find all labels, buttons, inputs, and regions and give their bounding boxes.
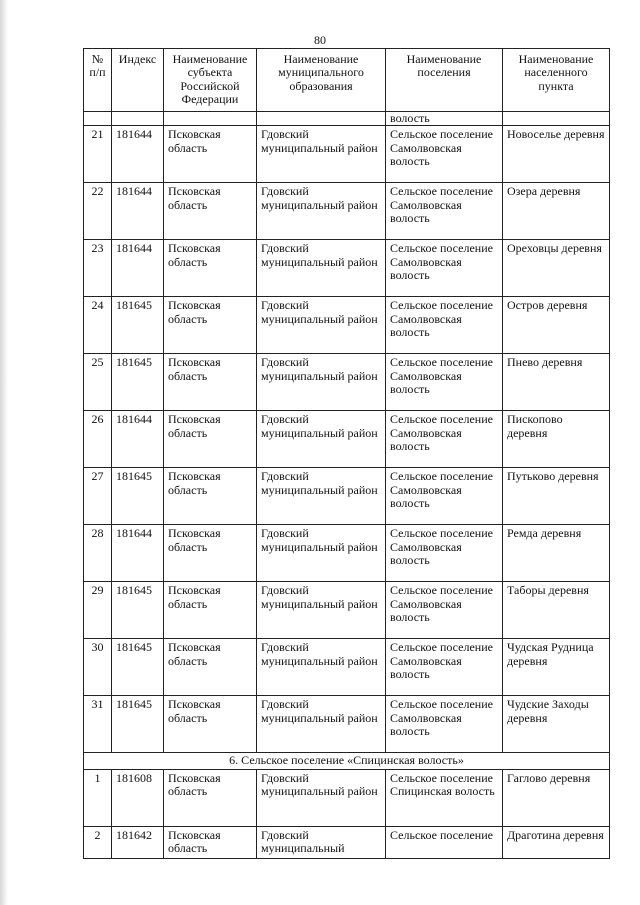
row-municipality: Гдовский муниципальный район	[257, 696, 386, 753]
row-number: 21	[84, 126, 112, 183]
row-index: 181644	[112, 126, 164, 183]
section-row	[84, 753, 610, 769]
row-subject: Псковская область	[164, 240, 257, 297]
settlements-table	[83, 48, 610, 859]
page-number: 80	[314, 33, 326, 47]
row-settlement: Сельское поселение Самолвовская волость	[386, 468, 503, 525]
table-row	[84, 639, 610, 696]
table-row	[84, 126, 610, 183]
row-number: 1	[84, 769, 112, 826]
row-index: 181642	[112, 826, 164, 858]
header-municipality: Наименование муниципального образования	[257, 49, 386, 112]
row-settlement: Сельское поселение Самолвовская волость	[386, 411, 503, 468]
row-number: 31	[84, 696, 112, 753]
row-subject: Псковская область	[164, 769, 257, 826]
table-row	[84, 240, 610, 297]
row-index: 181645	[112, 468, 164, 525]
row-municipality: Гдовский муниципальный район	[257, 639, 386, 696]
section-title: 6. Сельское поселение «Спицинская волость»	[84, 753, 610, 769]
row-locality: Пископово деревня	[503, 411, 610, 468]
row-municipality: Гдовский муниципальный район	[257, 297, 386, 354]
table-row	[84, 826, 610, 858]
row-settlement: Сельское поселение Самолвовская волость	[386, 354, 503, 411]
header-locality: Наименование населенного пункта	[503, 49, 610, 112]
row-municipality: Гдовский муниципальный район	[257, 468, 386, 525]
row-index: 181645	[112, 582, 164, 639]
row-number: 22	[84, 183, 112, 240]
row-municipality: Гдовский муниципальный район	[257, 769, 386, 826]
table-row	[84, 582, 610, 639]
row-municipality: Гдовский муниципальный район	[257, 183, 386, 240]
table-row	[84, 183, 610, 240]
table-row	[84, 525, 610, 582]
row-subject: Псковская область	[164, 297, 257, 354]
row-number: 27	[84, 468, 112, 525]
row-index: 181645	[112, 354, 164, 411]
header-row	[84, 49, 610, 112]
row-subject: Псковская область	[164, 468, 257, 525]
row-settlement: Сельское поселение Самолвовская волость	[386, 240, 503, 297]
table-row	[84, 696, 610, 753]
row-locality: Озера деревня	[503, 183, 610, 240]
row-index: 181644	[112, 183, 164, 240]
row-index: 181645	[112, 297, 164, 354]
row-locality: Путьково деревня	[503, 468, 610, 525]
row-settlement: Сельское поселение	[386, 826, 503, 858]
row-locality: Гаглово деревня	[503, 769, 610, 826]
row-municipality: Гдовский муниципальный	[257, 826, 386, 858]
row-number: 28	[84, 525, 112, 582]
header-settlement: Наименование поселения	[386, 49, 503, 112]
row-subject: Псковская область	[164, 126, 257, 183]
header-index: Индекс	[112, 49, 164, 112]
row-index: 181645	[112, 696, 164, 753]
header-number: № п/п	[84, 49, 112, 112]
continuation-settlement: волость	[386, 112, 503, 126]
row-subject: Псковская область	[164, 582, 257, 639]
row-municipality: Гдовский муниципальный район	[257, 126, 386, 183]
row-subject: Псковская область	[164, 696, 257, 753]
row-municipality: Гдовский муниципальный район	[257, 525, 386, 582]
row-settlement: Сельское поселение Самолвовская волость	[386, 639, 503, 696]
row-locality: Ореховцы деревня	[503, 240, 610, 297]
table-row	[84, 354, 610, 411]
row-settlement: Сельское поселение Самолвовская волость	[386, 126, 503, 183]
row-locality: Чудская Рудница деревня	[503, 639, 610, 696]
row-municipality: Гдовский муниципальный район	[257, 582, 386, 639]
row-subject: Псковская область	[164, 183, 257, 240]
row-municipality: Гдовский муниципальный район	[257, 354, 386, 411]
row-subject: Псковская область	[164, 826, 257, 858]
row-locality: Новоселье деревня	[503, 126, 610, 183]
row-settlement: Сельское поселение Самолвовская волость	[386, 525, 503, 582]
row-locality: Драготина деревня	[503, 826, 610, 858]
row-number: 29	[84, 582, 112, 639]
row-index: 181644	[112, 525, 164, 582]
row-settlement: Сельское поселение Самолвовская волость	[386, 582, 503, 639]
row-municipality: Гдовский муниципальный район	[257, 240, 386, 297]
row-number: 25	[84, 354, 112, 411]
table-row	[84, 769, 610, 826]
continuation-row	[84, 112, 610, 126]
row-number: 2	[84, 826, 112, 858]
table-row	[84, 468, 610, 525]
table-row	[84, 297, 610, 354]
row-index: 181644	[112, 240, 164, 297]
row-index: 181608	[112, 769, 164, 826]
row-municipality: Гдовский муниципальный район	[257, 411, 386, 468]
row-settlement: Сельское поселение Спицинская волость	[386, 769, 503, 826]
row-number: 26	[84, 411, 112, 468]
row-settlement: Сельское поселение Самолвовская волость	[386, 297, 503, 354]
row-subject: Псковская область	[164, 354, 257, 411]
row-settlement: Сельское поселение Самолвовская волость	[386, 696, 503, 753]
row-locality: Чудские Заходы деревня	[503, 696, 610, 753]
row-number: 24	[84, 297, 112, 354]
row-subject: Псковская область	[164, 411, 257, 468]
row-subject: Псковская область	[164, 639, 257, 696]
table-row	[84, 411, 610, 468]
row-locality: Остров деревня	[503, 297, 610, 354]
row-locality: Таборы деревня	[503, 582, 610, 639]
row-index: 181644	[112, 411, 164, 468]
header-subject: Наименование субъекта Российской Федерации	[164, 49, 257, 112]
row-locality: Пнево деревня	[503, 354, 610, 411]
row-index: 181645	[112, 639, 164, 696]
row-settlement: Сельское поселение Самолвовская волость	[386, 183, 503, 240]
row-number: 23	[84, 240, 112, 297]
row-subject: Псковская область	[164, 525, 257, 582]
row-number: 30	[84, 639, 112, 696]
scan-edge-shadow	[0, 0, 8, 905]
row-locality: Ремда деревня	[503, 525, 610, 582]
